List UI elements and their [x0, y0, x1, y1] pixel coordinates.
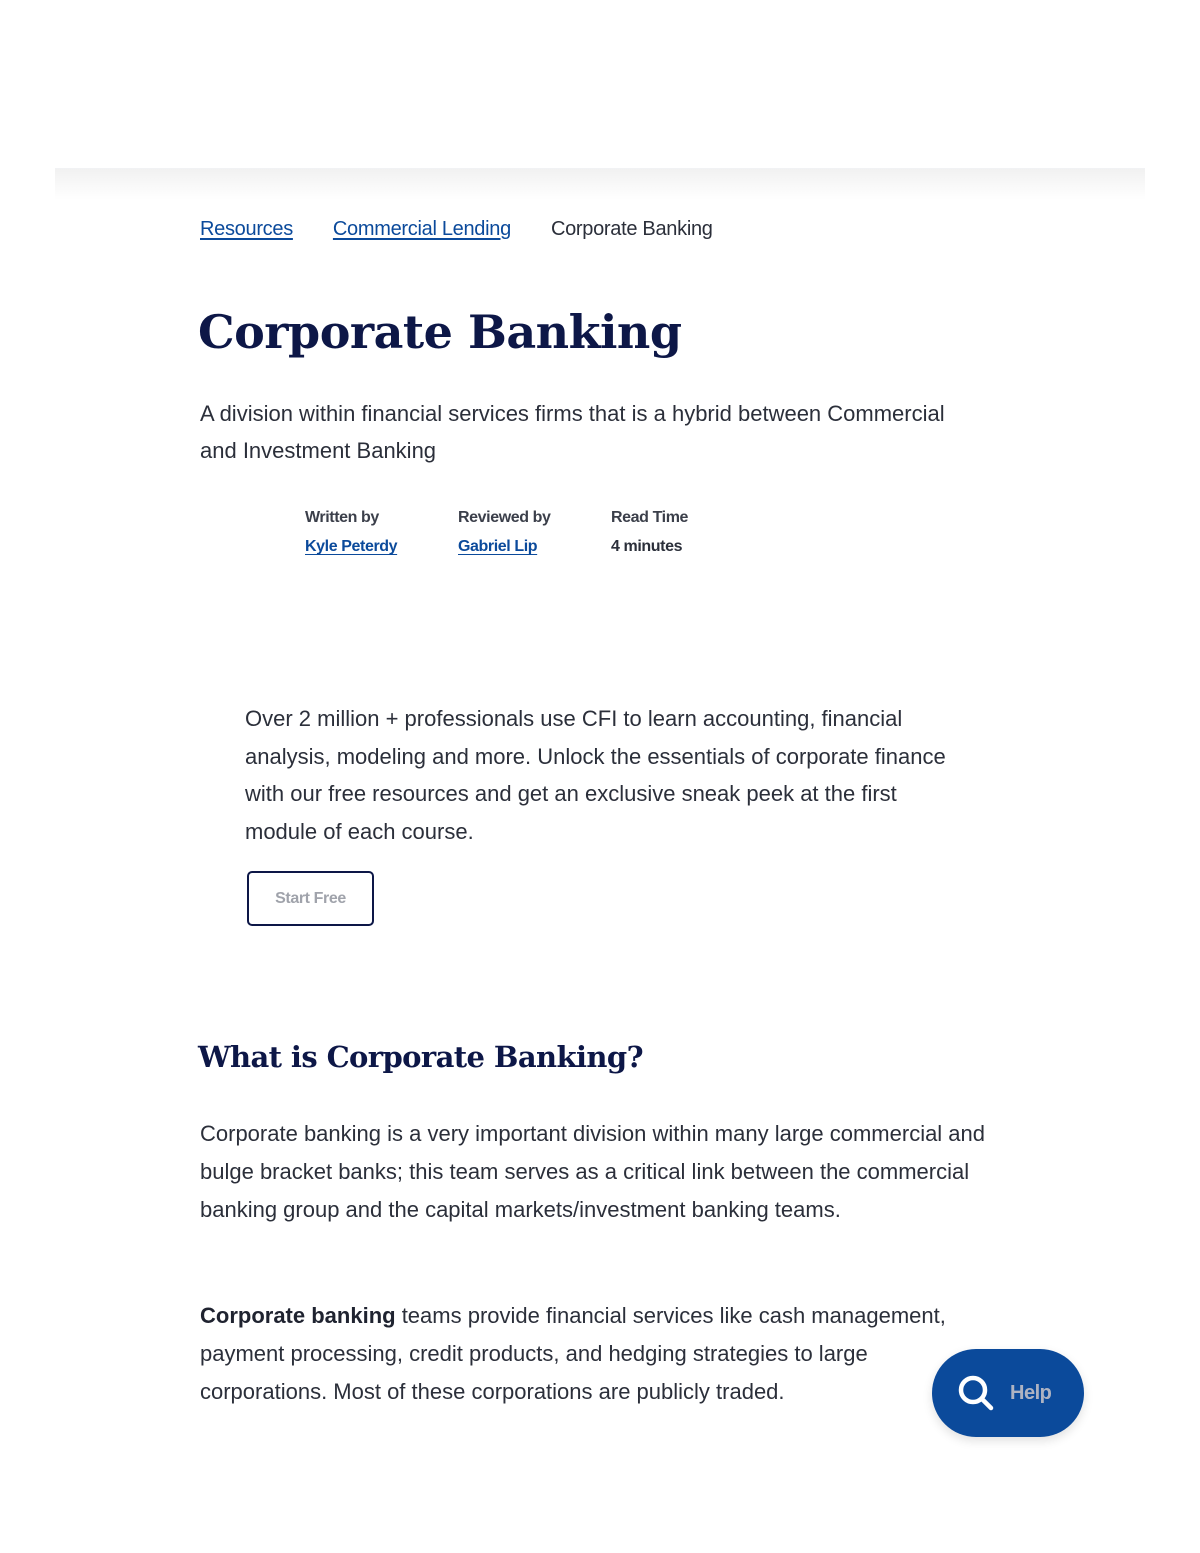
meta-readtime [611, 509, 688, 556]
promo-text: Over 2 million + professionals use CFI to learn accounting, financial analysis, modeling and more. Unlock the essentials of corporate finance with our free resources and get an exclusive sneak peek at the first module of each course. [245, 706, 946, 844]
written-by-label: Written by [305, 509, 379, 526]
start-free-button[interactable]: Start Free [247, 871, 374, 926]
article-meta [305, 509, 734, 556]
meta-author [305, 509, 412, 556]
read-time-value: 4 minutes [611, 538, 683, 555]
paragraph: Corporate banking is a very important division within many large commercial and bulge bracket banks; this team serves as a critical link between the commercial banking group and the capital markets/investment banking teams. [200, 1121, 986, 1222]
reviewer-link[interactable]: Gabriel Lip [458, 538, 538, 555]
bold-term: Corporate banking [200, 1303, 396, 1328]
breadcrumb [200, 218, 713, 241]
page-subtitle: A division within financial services firms that is a hybrid between Commercial and Investment Banking [200, 401, 945, 463]
paragraph-text: teams provide financial services like cash management, payment processing, credit products, and hedging strategies to large corporations. Most of these corporations are publicly traded. [200, 1303, 946, 1404]
breadcrumb-current: Corporate Banking [550, 218, 713, 240]
breadcrumb-commercial-lending[interactable]: Commercial Lending [332, 218, 511, 240]
help-button[interactable] [932, 1349, 1084, 1437]
header-bar [55, 168, 1145, 200]
reviewed-by-label: Reviewed by [458, 509, 551, 526]
paragraph [200, 1297, 1000, 1411]
section-heading: What is Corporate Banking? [198, 1040, 643, 1074]
page-title: Corporate Banking [198, 305, 682, 359]
help-label: Help [1010, 1381, 1052, 1404]
read-time-label: Read Time [611, 509, 689, 526]
meta-reviewer [458, 509, 565, 556]
author-link[interactable]: Kyle Peterdy [305, 538, 398, 555]
search-icon [956, 1373, 996, 1413]
breadcrumb-resources[interactable]: Resources [200, 218, 293, 240]
